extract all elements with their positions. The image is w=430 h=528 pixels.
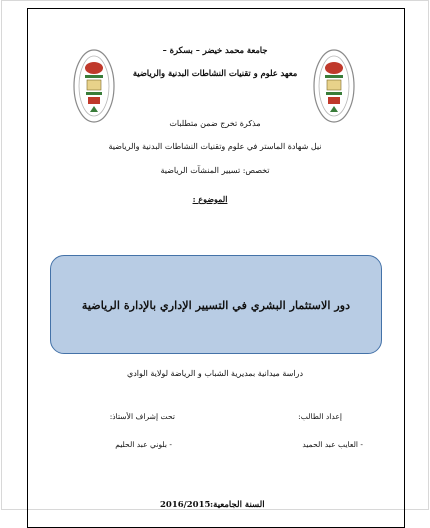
thesis-title: دور الاستثمار البشري في التسيير الإداري بالإدارة الرياضية [81, 297, 351, 312]
university-emblem-left-icon [72, 48, 116, 124]
prepared-by-label: إعداد الطالب: [298, 412, 342, 421]
subject-label: الموضوع : [192, 194, 228, 204]
memo-line-2: نيل شهادة الماستر في علوم وتقنيات النشاطات البدنية والرياضية [108, 142, 322, 151]
thesis-title-box [50, 255, 382, 354]
university-name: جامعة محمد خيضر – بسكرة – [162, 45, 268, 55]
institute-name: معهد علوم و تقنيات النشاطات البدنية والرياضية [132, 68, 298, 78]
memo-line-1: مذكرة تخرج ضمن متطلبات [169, 119, 261, 128]
academic-year-label: السنة الجامعية: [210, 500, 265, 510]
academic-year-value: 2016/2015 [160, 500, 211, 510]
supervisor-name: - بلوني عبد الحليم [115, 440, 172, 449]
academic-year [110, 500, 320, 510]
supervisor-label: تحت إشراف الأستاذ: [109, 412, 175, 421]
specialty-line: تخصص: تسيير المنشآت الرياضية [160, 166, 270, 175]
university-emblem-right-icon [312, 48, 356, 124]
student-name: - العايب عبد الحميد [302, 440, 363, 449]
study-note: دراسة ميدانية بمديرية الشباب و الرياضة لولاية الوادي [126, 369, 304, 378]
